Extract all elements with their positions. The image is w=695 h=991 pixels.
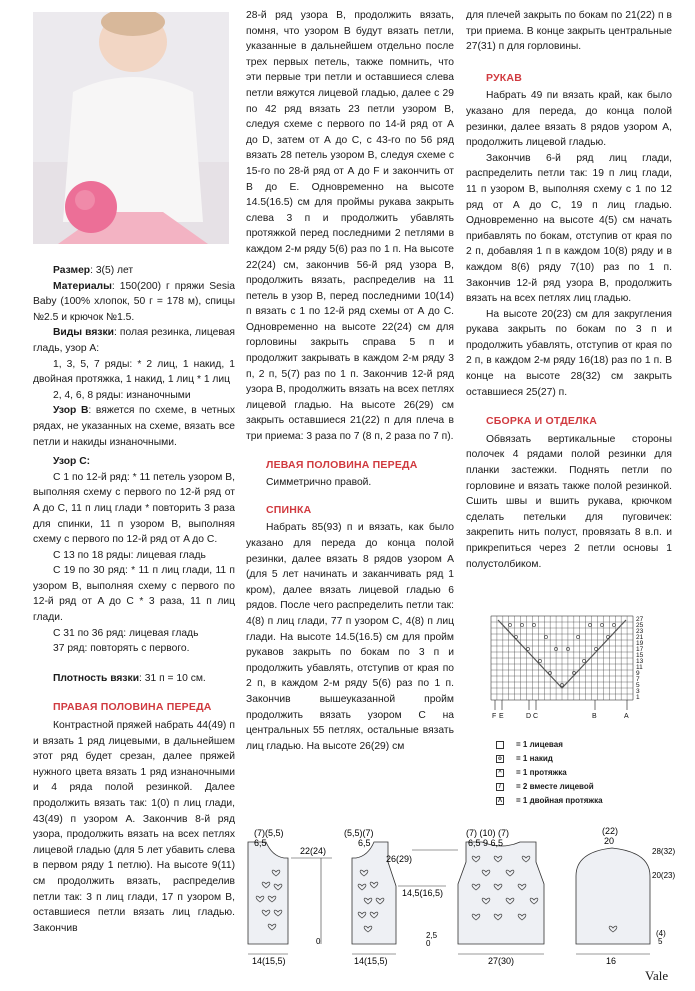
knitting-chart [486, 612, 656, 724]
density-value: : 31 п = 10 см. [139, 672, 206, 684]
double-slip-symbol-icon: Λ [497, 797, 502, 804]
size-label: Размер [53, 265, 91, 276]
knit-symbol-icon [496, 741, 504, 749]
back-height: 26(29) [386, 854, 413, 864]
schema-front-left [344, 828, 446, 966]
sleeve-p3: На высоте 20(23) см для закругления рукава закрыть по бокам по 3 п и продолжить убавлять, отступив от края по 2 п, в каждом 2-м ряду 16(18) раз по 1 п. В конце на высоте 28(32) см закрыть оставшиеся 25(27) п. [466, 308, 672, 398]
schema-front-right [248, 828, 332, 966]
sleeve-top: (22) [602, 826, 619, 836]
back-text: Набрать 85(93) п и вязать, как было указано для переда до конца полой резинки, далее вязать 8 рядов узором А (для 5 лет начинать и заканчивать ряд 1 кром), далее вязать лицевой гладью 6 рядов. После чего распределить петли так: 4(8) п лиц глади, 77 п узором С, 4(8) п лиц глади. На высоте 14.5(16.5) см для пройм рукавов закрыть по бокам по 3 п и продолжить убавлять, отступив от края по 2 п, в каждом 2-м ряду 5(6) раз по 1 п. Закончив вышеуказанной пройм продолжить вязать узором С на центральных 55 петлях, остальные вязать лиц гладью. На высоте 26(29) см [246, 522, 454, 752]
column-2 [246, 8, 454, 754]
types-value: : полая резинка, лицевая гладь, узор A: [33, 327, 235, 354]
row-number: 21 [636, 634, 644, 641]
front-right-zero: 0 [316, 937, 321, 946]
sleeve-title: РУКАВ [486, 71, 522, 84]
row-number: 3 [636, 688, 640, 695]
slip-symbol-icon: ^ [496, 769, 504, 777]
chart-marker: A [624, 713, 629, 720]
legend-slip: ^ = 1 протяжка [496, 768, 567, 777]
pattern-b-label: Узор В [53, 405, 89, 417]
front-right-height: 22(24) [300, 846, 327, 856]
row-number: 9 [636, 670, 640, 677]
legend-yarn-over: o = 1 накид [496, 754, 553, 763]
sleeve-s1: (4) [656, 929, 666, 938]
chart-marker: E [499, 713, 504, 720]
left-front-title: ЛЕВАЯ ПОЛОВИНА ПЕРЕДА [266, 458, 418, 471]
row-number: 7 [636, 676, 640, 683]
row-number: 5 [636, 682, 640, 689]
sleeve-top2: 20 [604, 836, 615, 846]
row-number: 19 [636, 640, 644, 647]
size-value: : 3(5) лет [90, 265, 134, 276]
right-front-title: ПРАВАЯ ПОЛОВИНА ПЕРЕДА [53, 701, 212, 714]
materials-value: : 150(200) г пряжи Sesia Baby (100% хлопок, 50 г = 178 м), спицы №2.5 и крючок №1.5. [33, 280, 235, 323]
sleeve-bottom: 16 [606, 956, 617, 966]
column-1 [33, 263, 235, 936]
sleeve-p2: Закончив 6-й ряд лиц глади, распределить петли так: 19 п лиц глади, 11 п узором В, выполняя схему с 1 по 12 ряд от А до С, 19 п лиц гладью. Одновременно на высоте 4(5) см начать прибавлять по бокам, отступив от края по 2 п, добавляя 1 п в каждом 10(8) ряду и в каждом 8(6) ряду 7(10) раз по 1 п. Закончив 12-й ряд узора В, продолжить вязать на всех петлях лиц гладью. [466, 152, 672, 305]
c-19-30: С 19 по 30 ряд: * 11 п лиц глади, 11 п узором В, выполняя схему с первого по 12-й ряд от A до С * 3 раза, 11 п лиц глади. [33, 565, 235, 624]
rows-246: 2, 4, 6, 8 ряды: изнаночными [53, 389, 191, 401]
front-left-armhole: 14,5(16,5) [402, 888, 444, 898]
density-label: Плотность вязки [53, 672, 140, 684]
types-label: Виды вязки [53, 327, 114, 339]
signature: Vale [645, 968, 669, 983]
front-right-bottom: 14(15,5) [252, 956, 286, 966]
yarn-over-symbol-icon: o [496, 755, 504, 763]
row-number: 25 [636, 622, 644, 629]
c-31-36: С 31 по 36 ряд: лицевая гладь [53, 627, 199, 639]
back-small: 0 [426, 939, 431, 948]
c-37: 37 ряд: повторять с первого. [53, 643, 190, 655]
sleeve-h2: 20(23) [652, 871, 676, 880]
c-1-12: С 1 по 12-й ряд: * 11 петель узором В, выполняя схему с первого по 12-й ряд от A до С, 11 п лиц глади * повторить 3 раза для спинки, 11 п узором В, выполняя схему с первого по 12-й ряд от A до С. [33, 471, 235, 546]
assembly-text: Обвязать вертикальные стороны полочек 4 рядами полой резинки для планки застежки. Поднять петли по горловине и вязать также полой резинкой. Сшить швы и вшить рукава, крючком сделать петельки для пуговичек: закрепить нить полуст, провязать 8 в.п. и прикрепиться через 2 петли основы 1 полустолбиком. [466, 433, 672, 570]
row-number: 1 [636, 694, 640, 701]
pattern-schemas [236, 826, 676, 966]
chart-marker: C [533, 713, 539, 720]
chart-marker: B [592, 713, 597, 720]
legend-knit: = 1 лицевая [496, 740, 563, 749]
row-number: 11 [636, 664, 643, 671]
col2-text1: 28-й ряд узора В, продолжить вязать, помня, что узором В будут вязать петли, указанные в дальнейшем отдельно после трех первых петель, также помнить, что эти первые три петли и оставшиеся слева петли вяжутся лицевой гладью, далее с 29 по 42 ряд вязать 23 петли узором В, следуя схеме с первого по 14-й ряд от А до D, затем от А до С, с 43-го по 56 ряд вязать 28 петель узором В, следуя схеме с 15-го по 28-й ряд от А до F и закончить от В до Е. Одновременно на высоте 14.5(16.5) см для проймы рукава закрыть слева 3 п и продолжить убавлять протяжкой перед последними 2 петлями в каждом 2-м ряду 5(6) раз по 1 п. На высоте 22(24) см, закончив 56-й ряд узора В, продолжить вязать, распределив на 11 петель в узор В, перед последними 10(14) п вязать с 1 по 12-й ряд схемы от А до С. Одновременно на высоте 22(24) см для горловины закрыть справа 5 п и продолжит закрывать в каждом 2-м ряду 3 п, 2 п, 5(7) раз по 1 п. Закончив 12-й ряд узора В, продолжить вязать на всех петлях лицевой гладью. На высоте 26(29) см закрыть оставшиеся 21(22) п для плеча в три приема: 3 раза по 7 (8 п, 2 раза по 7 п). [246, 10, 454, 443]
legend-double-slip: Λ = 1 двойная протяжка [497, 796, 603, 805]
c-13-18: С 13 по 18 ряды: лицевая гладь [53, 549, 206, 561]
back-top: (7) (10) (7) [466, 828, 510, 838]
k2tog-symbol-icon: / [496, 783, 504, 791]
front-right-top2: 6,5 [254, 838, 267, 848]
left-front-text: Симметрично правой. [266, 477, 372, 489]
front-right-top: (7)(5,5) [254, 828, 284, 838]
front-left-top2: 6,5 [358, 838, 371, 848]
back-side: 2,5 [426, 931, 438, 940]
legend-k2tog: / = 2 вместе лицевой [496, 782, 594, 791]
row-number: 27 [636, 616, 644, 623]
back-bottom: 27(30) [488, 956, 515, 966]
cardigan-photo [33, 12, 229, 244]
row-number: 15 [636, 652, 644, 659]
chart-marker: D [526, 713, 532, 720]
sleeve-p1: Набрать 49 пи вязать край, как было указано для переда, до конца полой резинки, далее вязать 8 рядов узором А, продолжить лицевой гладью. [466, 90, 672, 149]
pattern-b-value: : вяжется по схеме, в четных рядах, не указанных на схеме, вязать все петли и накиды изнаночными. [33, 405, 235, 448]
child-photo-illustration [33, 12, 229, 244]
sleeve-h1: 28(32) [652, 847, 676, 856]
column-3 [466, 8, 672, 572]
assembly-title: СБОРКА И ОТДЕЛКА [486, 415, 598, 428]
front-left-top: (5,5)(7) [344, 828, 374, 838]
row-number: 17 [636, 646, 644, 653]
back-title: СПИНКА [266, 503, 312, 516]
back-top2: 6,5 9 6,5 [468, 838, 504, 848]
materials-label: Материалы [53, 280, 112, 292]
row-number: 13 [636, 658, 644, 665]
right-front-text: Контрастной пряжей набрать 44(49) п и вязать 1 ряд лицевыми, в дальнейшем этот ряд будет срезан, далее пряжей нужного цвета вязать 1 ряд изнаночными и 4 ряда полой резинкой. Далее продолжить вязать так: 1(0) п лиц глади, 43(49) п узором А. Закончив 8-й ряд узора, продолжить вязать на всех петлях лицевой гладью (для 5 лет убавить слева в первом ряду 1 петлю). На высоте 9(11) см продолжить вязать, распределив петли так: 3 п лиц глади, 17 п узором В, оставшиеся петли вязать лиц гладью. Закончив [33, 720, 235, 934]
row-number: 23 [636, 628, 644, 635]
chart-marker: F [492, 713, 497, 720]
sleeve-s2: 5 [658, 937, 663, 946]
front-left-bottom: 14(15,5) [354, 956, 388, 966]
rows-1357: 1, 3, 5, 7 ряды: * 2 лиц, 1 накид, 1 двойная протяжка, 1 накид, 1 лиц * 1 лиц [33, 358, 235, 386]
pattern-c-label: Узор С: [53, 456, 91, 468]
col3-text1: для плечей закрыть по бокам по 21(22) п в три приема. В конце закрыть центральные 27(31) п для горловины. [466, 10, 672, 53]
schema-sleeve [576, 826, 675, 966]
